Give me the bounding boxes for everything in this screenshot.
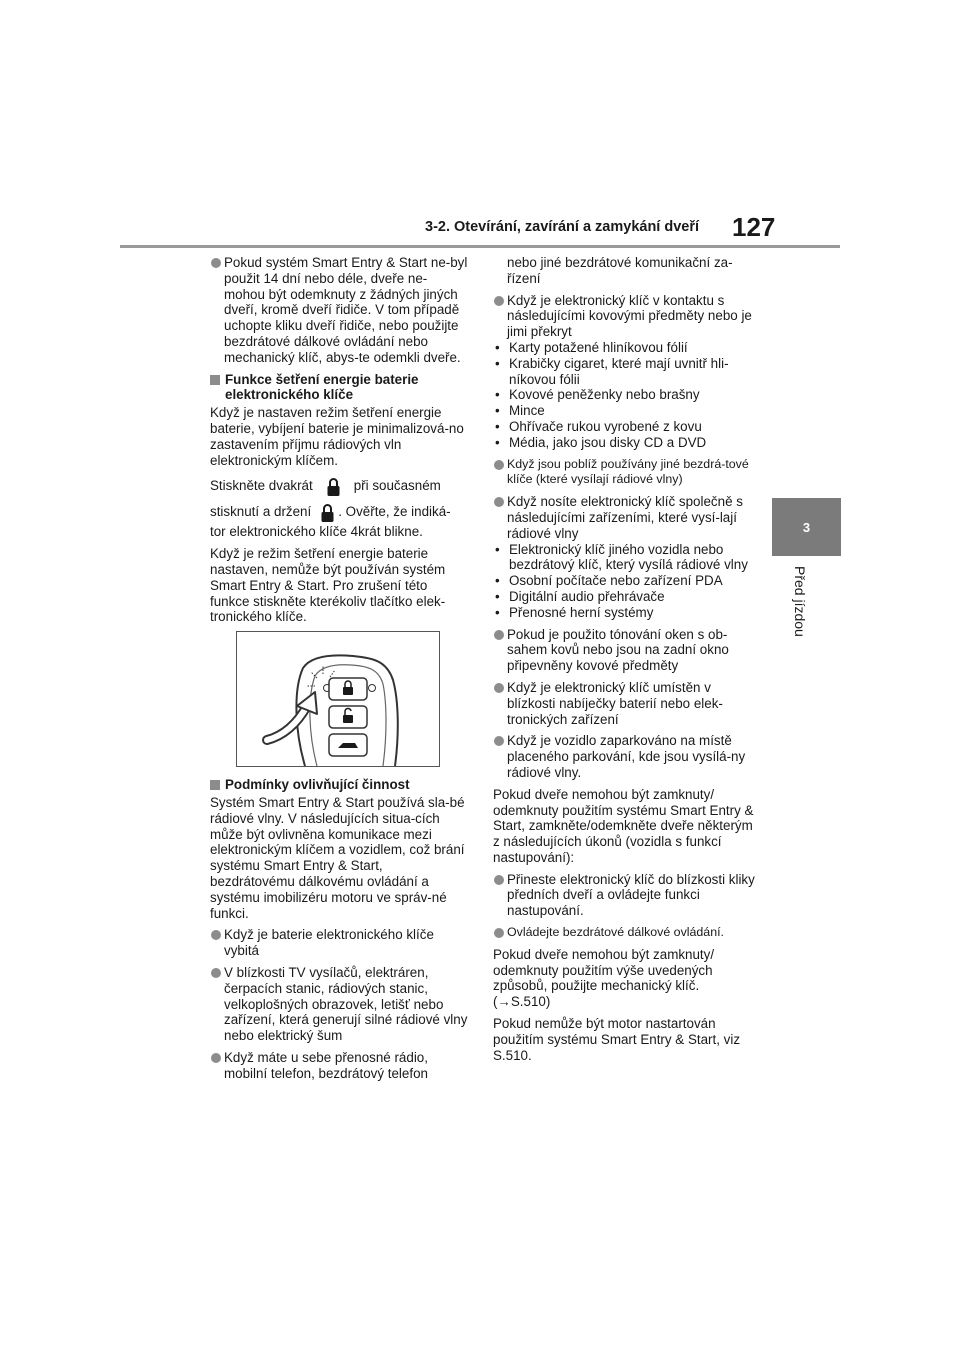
header-divider xyxy=(120,245,840,248)
list-item: • Karty potažené hliníkovou fólií xyxy=(493,340,756,356)
paragraph: Pokud dveře nemohou být zamknuty/ odemknuty použitím výše uvedených způsobů, použijte mechanický klíč. xyxy=(493,946,715,994)
bullet-paragraph: Pokud je použito tónování oken s ob-sahem kovů nebo jsou na zadní okno připevněny kovové předměty xyxy=(493,627,756,674)
list-item: • Osobní počítače nebo zařízení PDA xyxy=(493,573,756,589)
section-title: 3-2. Otevírání, zavírání a zamykání dveří xyxy=(425,219,700,235)
list-item: • Ohřívače rukou vyrobené z kovu xyxy=(493,419,756,435)
section-heading: Funkce šetření energie baterie elektronického klíče xyxy=(210,372,468,404)
lock-icon xyxy=(327,477,340,497)
paragraph-with-icon xyxy=(210,500,468,524)
key-fob-illustration xyxy=(236,631,440,767)
list-item: • Přenosné herní systémy xyxy=(493,605,756,621)
bullet-paragraph: Když jsou poblíž používány jiné bezdrá-tové klíče (které vysílají rádiové vlny) xyxy=(493,457,756,489)
paragraph-with-icon xyxy=(210,474,468,498)
chapter-tab-number: 3 xyxy=(802,519,811,535)
list-item: • Mince xyxy=(493,403,756,419)
bullet-paragraph: Když je baterie elektronického klíče vybitá xyxy=(210,927,468,959)
dash-list xyxy=(493,340,756,451)
paragraph: Když je nastaven režim šetření energie baterie, vybíjení baterie je minimalizová-no zastavením příjmu rádiových vln elektronickým klíčem. xyxy=(210,405,464,468)
list-item: • Média, jako jsou disky CD a DVD xyxy=(493,435,756,451)
chapter-label: Před jízdou xyxy=(792,566,808,637)
bullet-paragraph: Když je elektronický klíč v kontaktu s následujícími kovovými předměty nebo je jimi překryt xyxy=(493,293,756,340)
paragraph: Pokud nemůže být motor nastartován použitím systému Smart Entry & Start, viz S.510. xyxy=(493,1016,741,1063)
bullet-paragraph: Když nosíte elektronický klíč společně s následujícími zařízeními, které vysí-lají rádiové vlny xyxy=(493,494,756,541)
list-item: • Elektronický klíč jiného vozidla nebo bezdrátový klíč, který vysílá rádiové vlny xyxy=(493,542,756,574)
paragraph: Systém Smart Entry & Start používá sla-bé rádiové vlny. V následujících situa-cích může být ovlivněna komunikace mezi elektronickým klíčem a vozidlem, což brání systému Smart Entry & Start, bezdrátovému dálkovému ovládání a systému imobilizéru motoru ve správ-né funkci. xyxy=(210,794,465,921)
key-fob-icon xyxy=(237,632,439,766)
chapter-tab xyxy=(772,498,841,556)
paragraph: Pokud dveře nemohou být zamknuty/ odemknuty použitím systému Smart Entry & Start, zamkněte/odemkněte dveře některým z následujících úkonů (vozidla s funkcí nastupování): xyxy=(493,786,754,865)
left-column xyxy=(210,255,468,1087)
text-fragment: . Ověřte, že indiká- xyxy=(338,504,451,520)
paragraph: tor elektronického klíče 4krát blikne. xyxy=(210,524,423,540)
dash-list xyxy=(493,542,756,621)
list-item: • Kovové peněženky nebo brašny xyxy=(493,387,756,403)
bullet-paragraph: Přineste elektronický klíč do blízkosti kliky předních dveří a ovládejte funkci nastupování. xyxy=(493,872,756,919)
list-item: • Krabičky cigaret, které mají uvnitř hli-níkovou fólii xyxy=(493,356,756,388)
lock-icon xyxy=(321,503,334,523)
text-fragment: stisknutí a držení xyxy=(210,504,312,520)
text-fragment: Stiskněte dvakrát xyxy=(210,478,313,494)
bullet-paragraph: Ovládejte bezdrátové dálkové ovládání. xyxy=(493,925,756,941)
bullet-paragraph: Když je vozidlo zaparkováno na místě placeného parkování, kde jsou vysílá-ny rádiové vlny. xyxy=(493,733,756,780)
list-item: • Digitální audio přehrávače xyxy=(493,589,756,605)
cross-reference: (→S.510) xyxy=(493,994,551,1010)
right-column xyxy=(493,255,756,1069)
bullet-paragraph: V blízkosti TV vysílačů, elektráren, čerpacích stanic, rádiových stanic, velkoplošných obrazovek, letišť nebo zařízení, která generují silné rádiové vlny nebo elektrický šum xyxy=(210,965,468,1044)
section-heading: Podmínky ovlivňující činnost xyxy=(210,777,468,793)
bullet-paragraph: Když máte u sebe přenosné rádio, mobilní telefon, bezdrátový telefon xyxy=(210,1050,468,1082)
bullet-paragraph: Pokud systém Smart Entry & Start ne-byl použit 14 dní nebo déle, dveře ne-mohou být odemknuty z žádných jiných dveří, kromě dveří řidiče. V tom případě uchopte kliku dveří řidiče, nebo použijte bezdrátové dálkové ovládání nebo mechanický klíč, abys-te odemkli dveře. xyxy=(210,255,468,366)
page-number: 127 xyxy=(732,212,776,242)
text-fragment: při současném xyxy=(353,478,441,494)
bullet-paragraph: Když je elektronický klíč umístěn v blízkosti nabíječky baterií nebo elek-tronických zařízení xyxy=(493,680,756,727)
continued-paragraph: nebo jiné bezdrátové komunikační za-řízení xyxy=(507,255,733,286)
paragraph: Když je režim šetření energie baterie nastaven, nemůže být používán systém Smart Entry & Start. Pro zrušení této funkce stiskněte kterékoliv tlačítko elek-tronického klíče. xyxy=(210,546,446,625)
